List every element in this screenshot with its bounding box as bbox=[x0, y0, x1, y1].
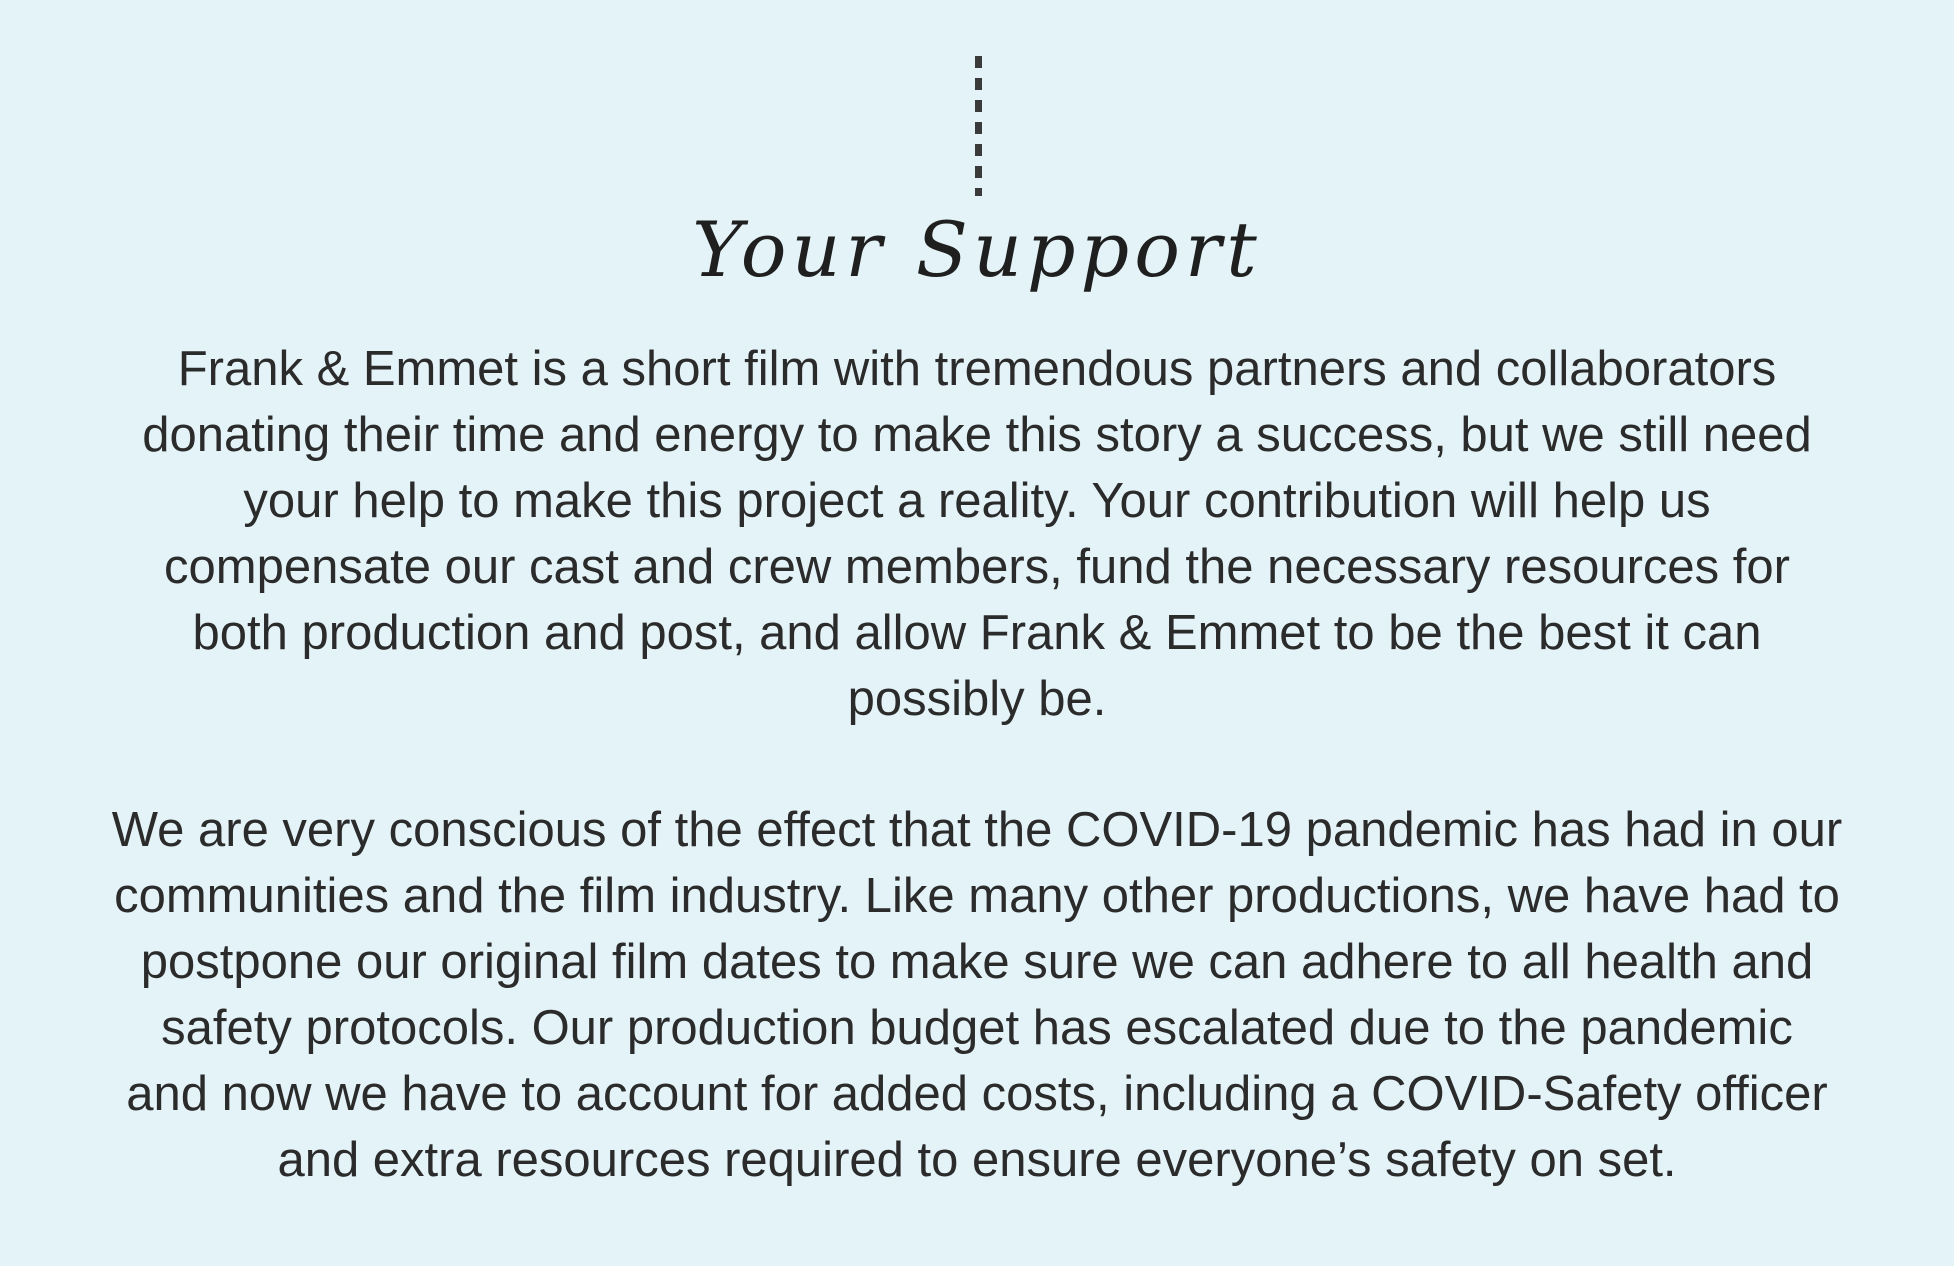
paragraph-line: donating their time and energy to make this story a success, but we still need bbox=[142, 408, 1812, 462]
paragraph-line: We are very conscious of the effect that the COVID-19 pandemic has had in our bbox=[111, 803, 1843, 857]
paragraph-line: communities and the film industry. Like many other productions, we have had to bbox=[114, 869, 1840, 923]
paragraph-line: both production and post, and allow Frank & Emmet to be the best it can bbox=[192, 606, 1762, 660]
paragraph-line: compensate our cast and crew members, fund the necessary resources for bbox=[164, 540, 1790, 594]
paragraph-line: and extra resources required to ensure everyone’s safety on set. bbox=[277, 1133, 1677, 1187]
paragraph-line: possibly be. bbox=[847, 672, 1107, 726]
paragraph-line: safety protocols. Our production budget has escalated due to the pandemic bbox=[161, 1001, 1793, 1055]
section-heading: Your Support bbox=[692, 205, 1262, 294]
paragraph-line: your help to make this project a reality. Your contribution will help us bbox=[243, 474, 1711, 528]
paragraph-line: and now we have to account for added costs, including a COVID-Safety officer bbox=[126, 1067, 1828, 1121]
support-paragraph bbox=[0, 336, 1954, 732]
paragraph-line: postpone our original film dates to make sure we can adhere to all health and bbox=[140, 935, 1814, 989]
covid-paragraph bbox=[0, 797, 1954, 1193]
paragraph-line: Frank & Emmet is a short film with tremendous partners and collaborators bbox=[177, 342, 1777, 396]
dashed-divider bbox=[975, 56, 982, 196]
